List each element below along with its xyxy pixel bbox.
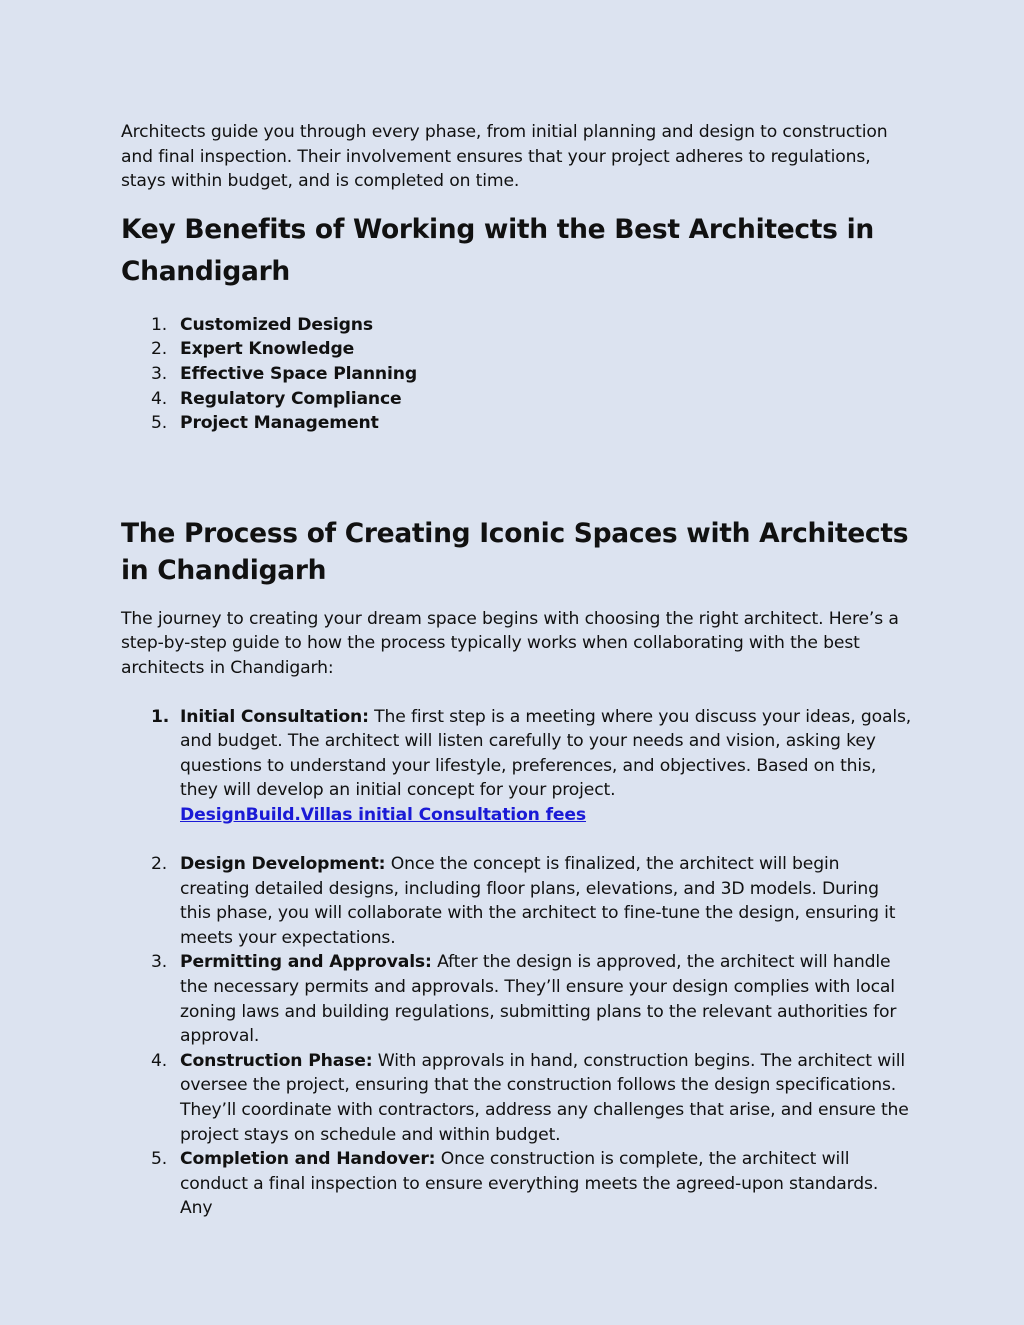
step-title: Permitting and Approvals: <box>180 952 432 973</box>
benefit-item <box>121 313 914 338</box>
consultation-fees-link[interactable]: DesignBuild.Villas initial Consultation fees <box>180 804 587 825</box>
step-text: The first step is a meeting where you discuss your ideas, goals, and budget. The architect will listen carefully to your needs and vision, asking key questions to understand your lifestyle, preferences, and objectives. Based on this, they will develop an initial concept for your project. <box>180 706 912 801</box>
process-step <box>121 1049 914 1147</box>
benefit-label: Effective Space Planning <box>180 363 417 384</box>
benefit-label: Regulatory Compliance <box>180 388 402 409</box>
benefit-item <box>121 337 914 362</box>
step-title: Completion and Handover: <box>180 1149 436 1170</box>
step-number: 5. <box>151 1149 168 1170</box>
process-steps-list <box>121 705 914 1221</box>
step-text: Once the concept is finalized, the architect will begin creating detailed designs, including floor plans, elevations, and 3D models. During this phase, you will collaborate with the architect to fine-tune the design, ensuring it meets your expectations. <box>180 854 896 948</box>
benefits-list <box>121 313 914 436</box>
step-title: Initial Consultation: <box>180 706 369 727</box>
step-text: With approvals in hand, construction begins. The architect will oversee the project, ensuring that the construction follows the design specifications. They’ll coordinate with contractors, address any challenges that arise, and ensure the project stays on schedule and within budget. <box>180 1050 909 1145</box>
step-title: Construction Phase: <box>180 1050 373 1071</box>
step-text: Once construction is complete, the architect will conduct a final inspection to ensure everything meets the agreed-upon standards. Any <box>180 1149 879 1219</box>
benefit-number: 1. <box>151 314 168 335</box>
benefit-item <box>121 411 914 436</box>
process-heading: The Process of Creating Iconic Spaces with Architects in Chandigarh <box>121 517 909 586</box>
benefit-number: 4. <box>151 388 168 409</box>
benefit-item <box>121 387 914 412</box>
step-title: Design Development: <box>180 854 386 875</box>
benefit-item <box>121 362 914 387</box>
process-step <box>121 1147 914 1221</box>
benefits-heading: Key Benefits of Working with the Best Architects in Chandigarh <box>121 213 874 287</box>
benefit-number: 2. <box>151 339 168 360</box>
benefit-label: Customized Designs <box>180 314 373 335</box>
step-number: 3. <box>151 952 168 973</box>
benefit-label: Expert Knowledge <box>180 339 355 360</box>
process-step <box>121 950 914 1048</box>
process-step <box>121 852 914 950</box>
benefit-number: 3. <box>151 363 168 384</box>
process-step <box>121 705 914 828</box>
step-number: 4. <box>151 1050 168 1071</box>
process-intro-paragraph: The journey to creating your dream space begins with choosing the right architect. Here’s a step-by-step guide to how the process typically works when collaborating with the best architects in Chandigarh: <box>121 608 899 678</box>
step-number: 2. <box>151 854 168 875</box>
intro-paragraph: Architects guide you through every phase, from initial planning and design to construction and final inspection. Their involvement ensures that your project adheres to regulations, stays within budget, and is completed on time. <box>121 122 888 192</box>
step-number: 1. <box>151 706 170 727</box>
benefit-number: 5. <box>151 413 168 434</box>
benefit-label: Project Management <box>180 413 379 434</box>
step-text: After the design is approved, the architect will handle the necessary permits and approvals. They’ll ensure your design complies with local zoning laws and building regulations, submitting plans to the relevant authorities for approval. <box>180 952 897 1047</box>
